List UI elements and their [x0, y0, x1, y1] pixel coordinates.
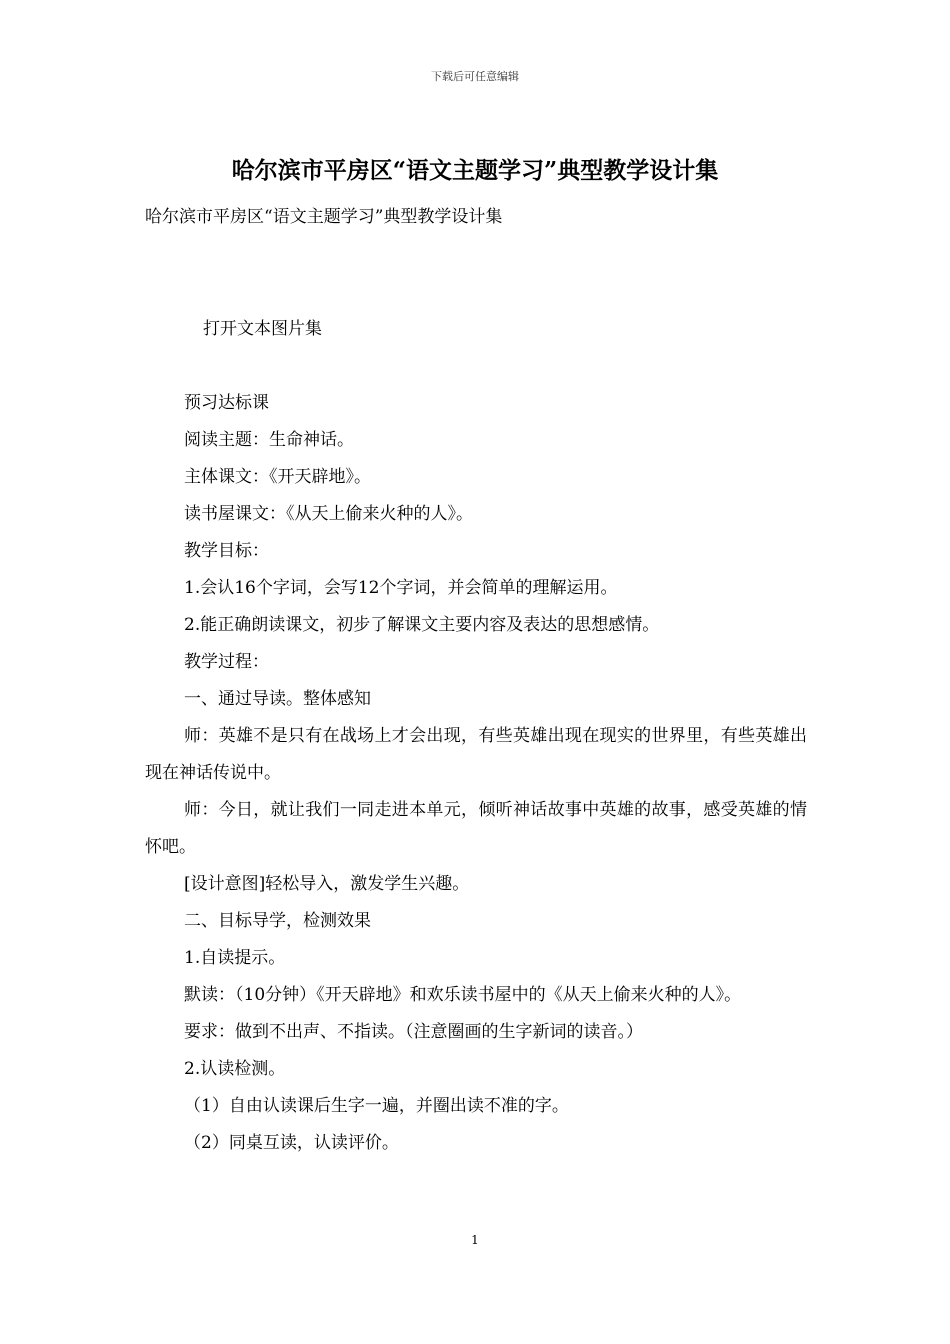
- paragraph-requirements: 要求：做到不出声、不指读。（注意圈画的生字新词的读音。）: [184, 1022, 643, 1042]
- paragraph-self-reading-tip: 1.自读提示。: [184, 948, 286, 968]
- open-gallery-link[interactable]: 打开文本图片集: [203, 319, 322, 339]
- paragraph-goal-2: 2.能正确朗读课文，初步了解课文主要内容及表达的思想感情。: [184, 615, 660, 635]
- paragraph-teacher-line-2: 师：今日，就让我们一同走进本单元，倾听神话故事中英雄的故事，感受英雄的情怀吧。: [145, 800, 807, 857]
- paragraph-reading-room-text: 读书屋课文：《从天上偷来火种的人》。: [184, 504, 473, 524]
- paragraph-goal-1: 1.会认16个字词，会写12个字词，并会简单的理解运用。: [184, 578, 618, 598]
- paragraph-teacher-line-1: 师：英雄不是只有在战场上才会出现，有些英雄出现在现实的世界里，有些英雄出现在神话传说中。: [145, 726, 807, 783]
- paragraph-step-2-heading: 二、目标导学，检测效果: [184, 911, 371, 931]
- document-subtitle: 哈尔滨市平房区“语文主题学习”典型教学设计集: [145, 207, 503, 227]
- paragraph-check-item-2: （2）同桌互读，认读评价。: [184, 1133, 399, 1153]
- blank-line: [145, 348, 807, 385]
- document-body: [145, 311, 807, 1162]
- page-number: 1: [471, 1233, 479, 1247]
- paragraph-design-intent: [设计意图]轻松导入，激发学生兴趣。: [184, 874, 470, 894]
- paragraph-silent-reading: 默读：（10分钟）《开天辟地》和欢乐读书屋中的《从天上偷来火种的人》。: [184, 985, 742, 1005]
- paragraph-teaching-goals-heading: 教学目标：: [184, 541, 269, 561]
- document-title: 哈尔滨市平房区“语文主题学习”典型教学设计集: [231, 157, 719, 184]
- paragraph-process-heading: 教学过程：: [184, 652, 269, 672]
- paragraph-section-heading: 预习达标课: [184, 393, 269, 413]
- paragraph-main-text: 主体课文：《开天辟地》。: [184, 467, 371, 487]
- paragraph-check-item-1: （1）自由认读课后生字一遍，并圈出读不准的字。: [184, 1096, 569, 1116]
- paragraph-reading-check: 2.认读检测。: [184, 1059, 286, 1079]
- page-header-note: 下载后可任意编辑: [431, 70, 519, 83]
- paragraph-reading-theme: 阅读主题：生命神话。: [184, 430, 354, 450]
- paragraph-step-1-heading: 一、通过导读。整体感知: [184, 689, 371, 709]
